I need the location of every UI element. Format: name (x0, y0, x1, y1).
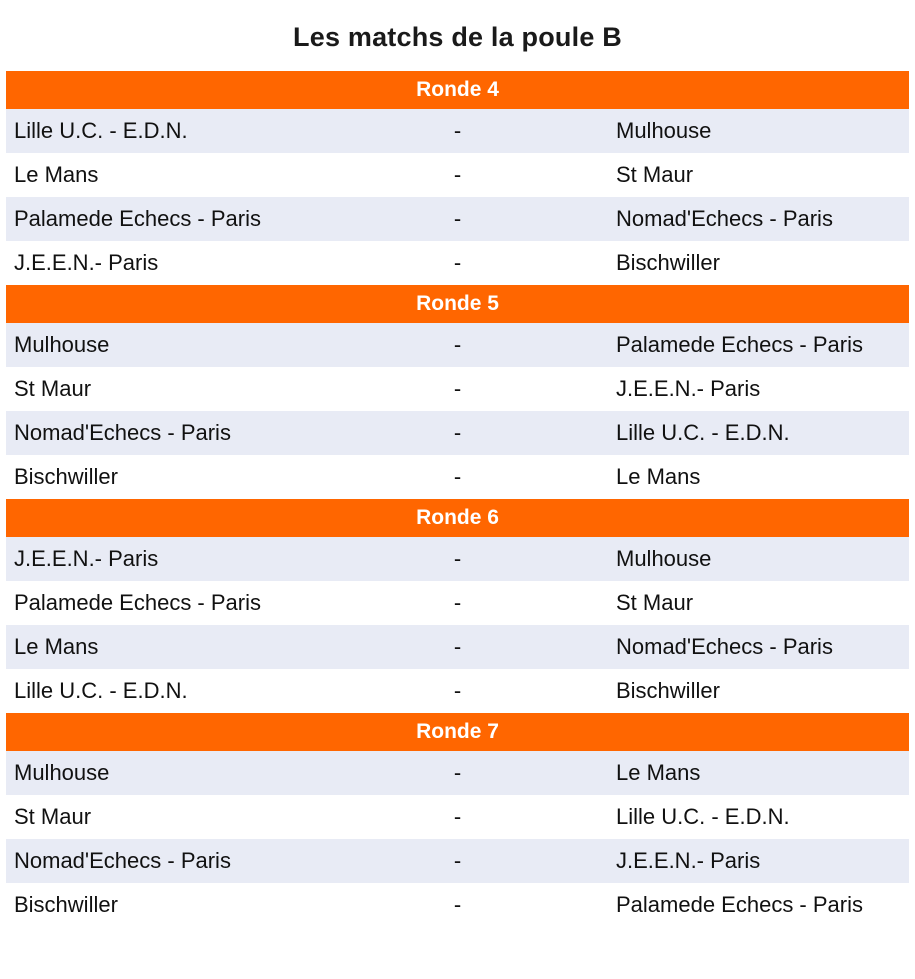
match-separator: - (307, 411, 608, 455)
match-away-team: St Maur (608, 153, 909, 197)
match-separator: - (307, 537, 608, 581)
table-row (6, 153, 909, 197)
round-header-row (6, 71, 909, 109)
table-row (6, 197, 909, 241)
match-separator: - (307, 367, 608, 411)
match-home-team: Palamede Echecs - Paris (6, 197, 307, 241)
schedule-body (6, 71, 909, 927)
match-home-team: J.E.E.N.- Paris (6, 241, 307, 285)
match-away-team: Bischwiller (608, 669, 909, 713)
match-home-team: Bischwiller (6, 455, 307, 499)
table-row (6, 109, 909, 153)
match-away-team: Lille U.C. - E.D.N. (608, 411, 909, 455)
match-separator: - (307, 669, 608, 713)
table-row (6, 795, 909, 839)
match-away-team: Palamede Echecs - Paris (608, 883, 909, 927)
round-header-row (6, 499, 909, 537)
match-home-team: Mulhouse (6, 751, 307, 795)
match-separator: - (307, 323, 608, 367)
table-row (6, 241, 909, 285)
match-away-team: Mulhouse (608, 537, 909, 581)
match-away-team: J.E.E.N.- Paris (608, 367, 909, 411)
match-away-team: St Maur (608, 581, 909, 625)
page-title: Les matchs de la poule B (293, 22, 622, 52)
match-home-team: Nomad'Echecs - Paris (6, 839, 307, 883)
table-row (6, 367, 909, 411)
match-separator: - (307, 197, 608, 241)
table-row (6, 411, 909, 455)
match-separator: - (307, 839, 608, 883)
match-separator: - (307, 751, 608, 795)
match-home-team: Nomad'Echecs - Paris (6, 411, 307, 455)
match-home-team: Palamede Echecs - Paris (6, 581, 307, 625)
match-home-team: J.E.E.N.- Paris (6, 537, 307, 581)
round-header-row (6, 713, 909, 751)
match-separator: - (307, 795, 608, 839)
match-schedule-table (6, 71, 909, 927)
match-home-team: St Maur (6, 795, 307, 839)
table-row (6, 839, 909, 883)
match-away-team: Le Mans (608, 455, 909, 499)
table-row (6, 537, 909, 581)
match-away-team: J.E.E.N.- Paris (608, 839, 909, 883)
round-header-label: Ronde 7 (6, 713, 909, 751)
match-home-team: Mulhouse (6, 323, 307, 367)
match-away-team: Mulhouse (608, 109, 909, 153)
match-home-team: St Maur (6, 367, 307, 411)
match-separator: - (307, 625, 608, 669)
round-header-label: Ronde 6 (6, 499, 909, 537)
match-away-team: Le Mans (608, 751, 909, 795)
table-row (6, 455, 909, 499)
match-away-team: Nomad'Echecs - Paris (608, 197, 909, 241)
match-separator: - (307, 241, 608, 285)
match-home-team: Le Mans (6, 153, 307, 197)
table-row (6, 625, 909, 669)
match-home-team: Lille U.C. - E.D.N. (6, 669, 307, 713)
match-away-team: Lille U.C. - E.D.N. (608, 795, 909, 839)
round-header-label: Ronde 4 (6, 71, 909, 109)
match-separator: - (307, 581, 608, 625)
match-separator: - (307, 883, 608, 927)
match-separator: - (307, 109, 608, 153)
match-away-team: Bischwiller (608, 241, 909, 285)
table-row (6, 751, 909, 795)
match-away-team: Palamede Echecs - Paris (608, 323, 909, 367)
round-header-row (6, 285, 909, 323)
match-separator: - (307, 455, 608, 499)
table-row (6, 883, 909, 927)
table-row (6, 669, 909, 713)
match-separator: - (307, 153, 608, 197)
match-away-team: Nomad'Echecs - Paris (608, 625, 909, 669)
match-home-team: Bischwiller (6, 883, 307, 927)
match-home-team: Le Mans (6, 625, 307, 669)
match-home-team: Lille U.C. - E.D.N. (6, 109, 307, 153)
round-header-label: Ronde 5 (6, 285, 909, 323)
table-row (6, 581, 909, 625)
table-row (6, 323, 909, 367)
